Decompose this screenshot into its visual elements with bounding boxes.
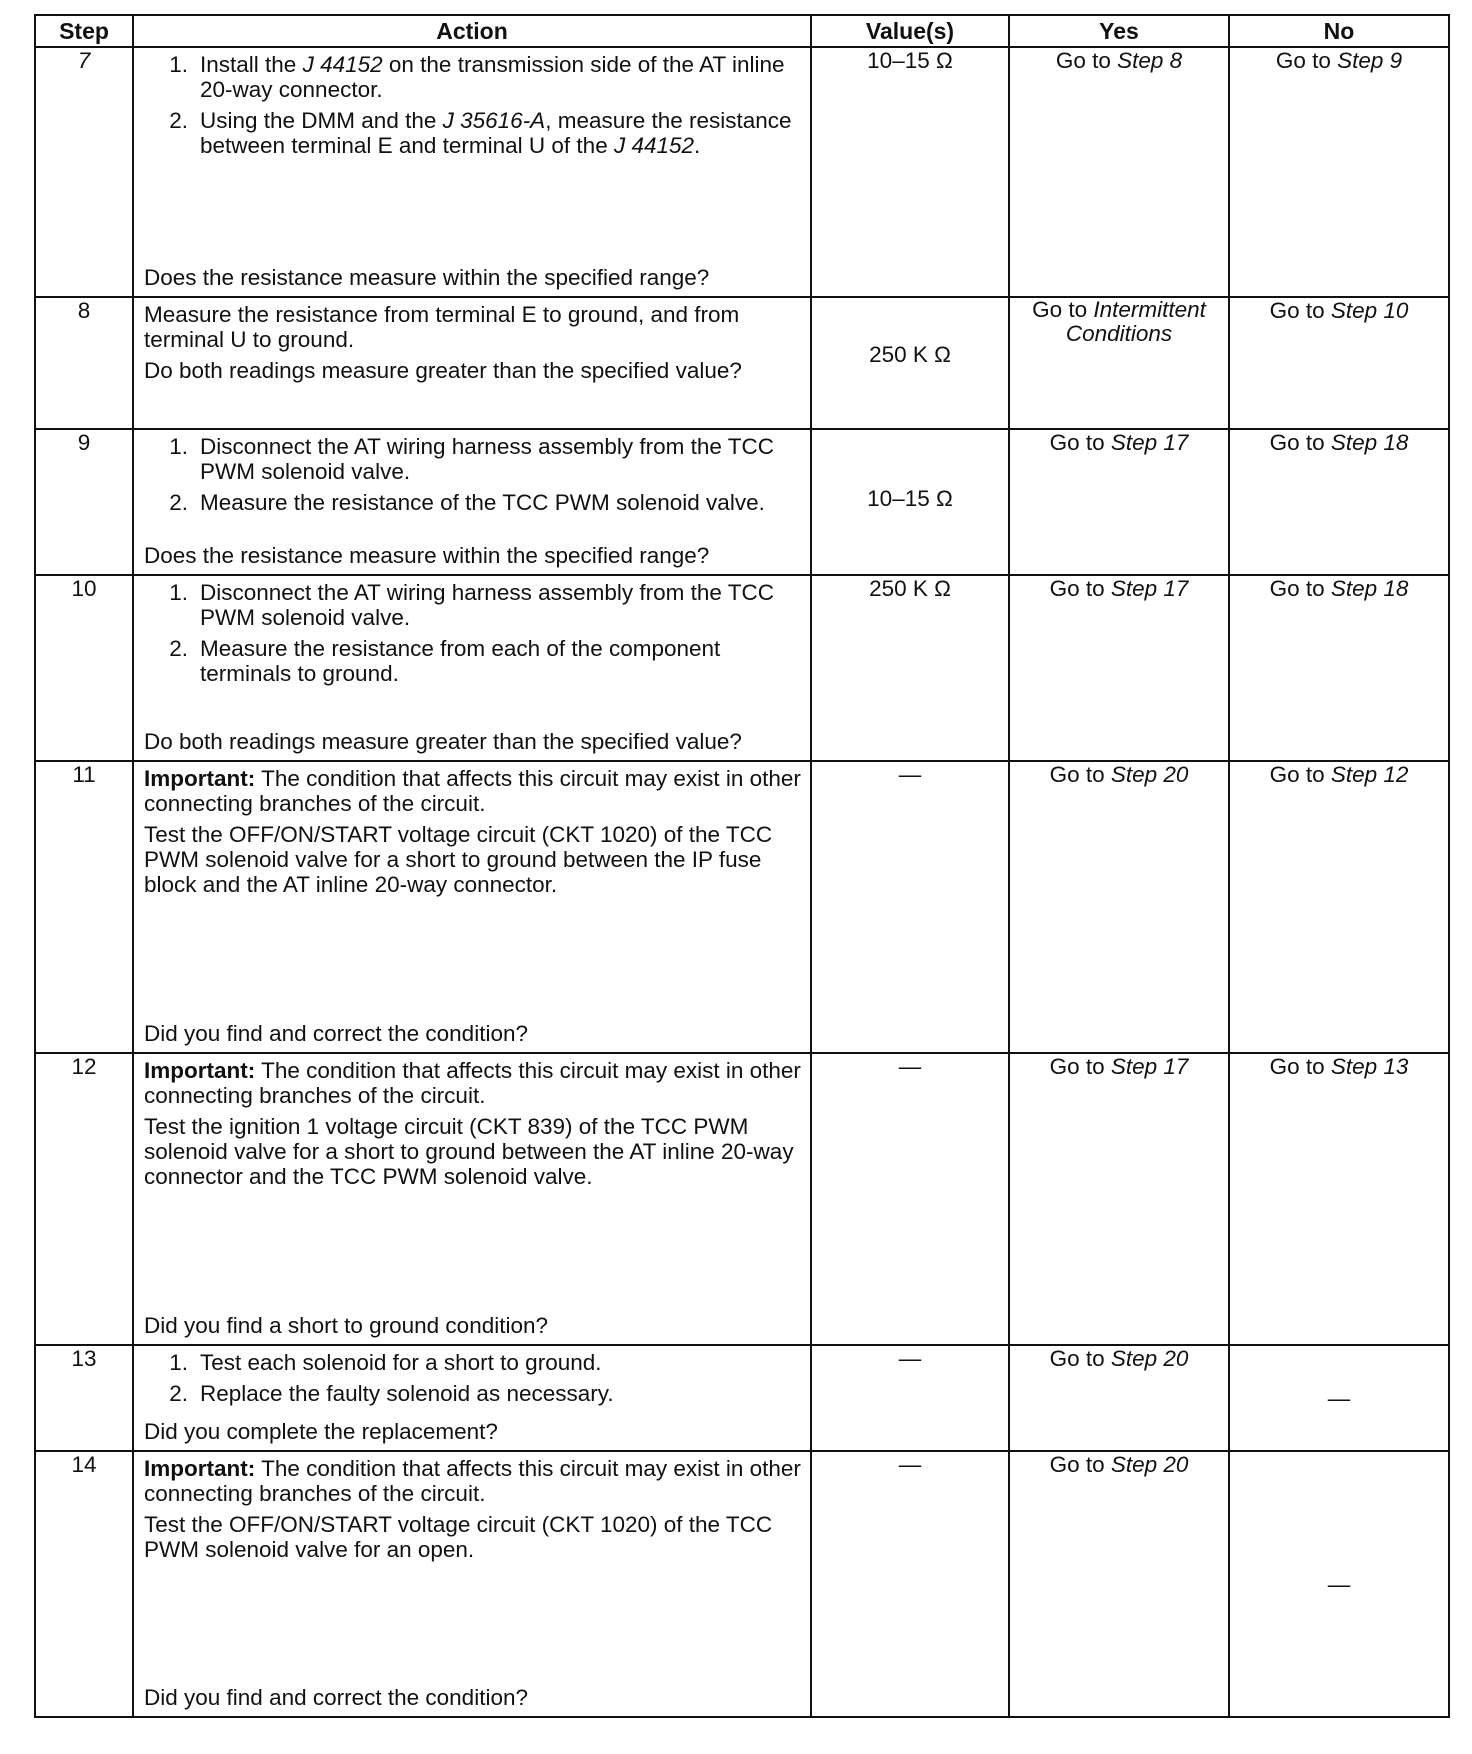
list-item: 1. Install the J 44152 on the transmission side of the AT inline 20-way connector. [169,52,785,102]
list-item: 2. Measure the resistance of the TCC PWM solenoid valve. [169,490,765,515]
diagnostic-page [34,14,1450,1718]
important-note: Important: The condition that affects this circuit may exist in other connecting branches of the circuit. [144,766,801,816]
table-row [35,761,1449,1053]
list-item: 2. Using the DMM and the J 35616-A, measure the resistance between terminal E and terminal U of the J 44152. [169,108,792,158]
yes-cell: Go to Step 20 [1009,761,1229,1053]
header-step: Step [35,15,133,47]
action-text: Test the OFF/ON/START voltage circuit (CKT 1020) of the TCC PWM solenoid valve for a short to ground between the IP fuse block and the AT inline 20-way connector. [144,822,773,897]
action-question: Did you find and correct the condition? [144,1021,528,1046]
step-number: 12 [35,1053,133,1345]
action-question: Did you complete the replacement? [144,1419,498,1444]
no-cell: Go to Step 18 [1229,575,1449,761]
step-number: 10 [35,575,133,761]
value-cell: — [811,1451,1009,1717]
value-cell: 250 K Ω [811,297,1009,429]
action-cell [133,761,811,1053]
list-item: 2. Replace the faulty solenoid as necessary. [169,1381,614,1406]
action-text: Test the OFF/ON/START voltage circuit (CKT 1020) of the TCC PWM solenoid valve for an open. [144,1512,773,1562]
action-list [144,1350,804,1406]
action-text: Test the ignition 1 voltage circuit (CKT 839) of the TCC PWM solenoid valve for a short to ground between the AT inline 20-way connector and the TCC PWM solenoid valve. [144,1114,794,1189]
no-cell: Go to Step 12 [1229,761,1449,1053]
action-cell [133,1053,811,1345]
important-note: Important: The condition that affects this circuit may exist in other connecting branches of the circuit. [144,1456,801,1506]
list-item: 1. Disconnect the AT wiring harness assembly from the TCC PWM solenoid valve. [169,580,774,630]
value-cell: 250 K Ω [811,575,1009,761]
header-values: Value(s) [811,15,1009,47]
action-cell [133,1345,811,1451]
action-cell [133,575,811,761]
table-row [35,429,1449,575]
list-item: 1. Disconnect the AT wiring harness assembly from the TCC PWM solenoid valve. [169,434,774,484]
yes-cell: Go to Step 17 [1009,429,1229,575]
list-item: 1. Test each solenoid for a short to ground. [169,1350,602,1375]
diagnostic-table [34,14,1450,1718]
list-item: 2. Measure the resistance from each of the component terminals to ground. [169,636,721,686]
yes-cell: Go to Step 8 [1009,47,1229,297]
header-yes: Yes [1009,15,1229,47]
yes-cell: Go to Step 17 [1009,1053,1229,1345]
action-cell [133,297,811,429]
step-number: 11 [35,761,133,1053]
step-number: 13 [35,1345,133,1451]
table-row [35,575,1449,761]
action-question: Did you find a short to ground condition? [144,1313,549,1338]
table-row [35,297,1449,429]
value-cell: 10–15 Ω [811,47,1009,297]
no-cell: Go to Step 13 [1229,1053,1449,1345]
action-question: Do both readings measure greater than the specified value? [144,358,742,383]
table-row [35,1451,1449,1717]
yes-cell: Go to Step 20 [1009,1345,1229,1451]
table-row [35,47,1449,297]
table-row [35,1053,1449,1345]
action-list [144,52,804,164]
action-cell [133,47,811,297]
important-note: Important: The condition that affects this circuit may exist in other connecting branches of the circuit. [144,1058,801,1108]
value-cell: 10–15 Ω [811,429,1009,575]
action-list [144,434,804,521]
value-cell: — [811,1345,1009,1451]
step-number: 14 [35,1451,133,1717]
header-action: Action [133,15,811,47]
step-number: 7 [35,47,133,297]
action-cell [133,429,811,575]
yes-cell: Go to Step 17 [1009,575,1229,761]
value-cell: — [811,761,1009,1053]
no-cell: Go to Step 10 [1229,297,1449,429]
header-row [35,15,1449,47]
header-no: No [1229,15,1449,47]
yes-cell: Go to Intermittent Conditions [1009,297,1229,429]
table-row [35,1345,1449,1451]
no-cell: — [1229,1345,1449,1451]
no-cell: — [1229,1451,1449,1717]
action-question: Does the resistance measure within the specified range? [144,265,710,290]
value-cell: — [811,1053,1009,1345]
action-text: Measure the resistance from terminal E to ground, and from terminal U to ground. [144,302,740,352]
action-list [144,580,804,692]
action-cell [133,1451,811,1717]
action-question: Did you find and correct the condition? [144,1685,528,1710]
action-question: Does the resistance measure within the specified range? [144,543,710,568]
action-question: Do both readings measure greater than the specified value? [144,729,742,754]
step-number: 8 [35,297,133,429]
no-cell: Go to Step 18 [1229,429,1449,575]
step-number: 9 [35,429,133,575]
no-cell: Go to Step 9 [1229,47,1449,297]
yes-cell: Go to Step 20 [1009,1451,1229,1717]
